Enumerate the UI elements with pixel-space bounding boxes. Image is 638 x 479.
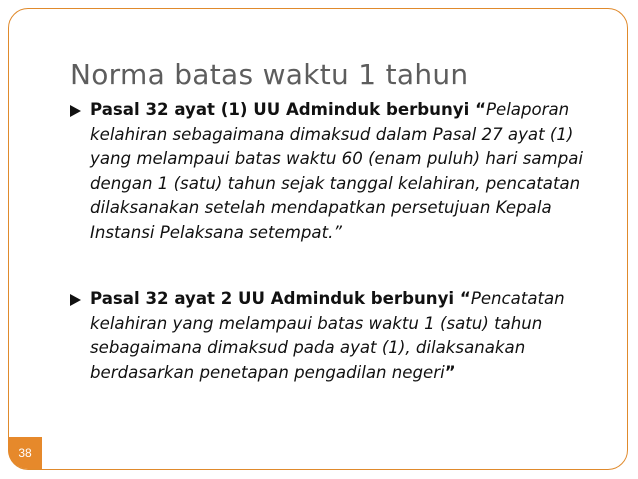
bullet-closing-quote: ”	[444, 362, 456, 382]
bullet-item	[70, 287, 610, 385]
bullet-arrow-icon	[70, 294, 81, 306]
bullet-quote: Pelaporan kelahiran sebagaimana dimaksud dalam Pasal 27 ayat (1) yang melampaui batas waktu 60 (enam puluh) hari sampai dengan 1 (satu) tahun sejak tanggal kelahiran, pencatatan dilaksanakan setelah mendapatkan persetujuan Kepala Instansi Pelaksana setempat.”	[90, 100, 583, 242]
bullet-arrow-icon	[70, 105, 81, 117]
bullet-item	[70, 98, 610, 245]
bullet-quote: Pencatatan kelahiran yang melampaui batas waktu 1 (satu) tahun sebagaimana dimaksud pada ayat (1), dilaksanakan berdasarkan penetapan pengadilan negeri	[90, 289, 565, 382]
slide-title: Norma batas waktu 1 tahun	[70, 58, 469, 91]
bullet-text	[90, 287, 610, 385]
bullet-lead: Pasal 32 ayat 2 UU Adminduk berbunyi “	[90, 289, 471, 308]
bullet-text	[90, 98, 610, 245]
slide-number-badge: 38	[8, 437, 42, 469]
bullet-lead: Pasal 32 ayat (1) UU Adminduk berbunyi “	[90, 100, 486, 119]
